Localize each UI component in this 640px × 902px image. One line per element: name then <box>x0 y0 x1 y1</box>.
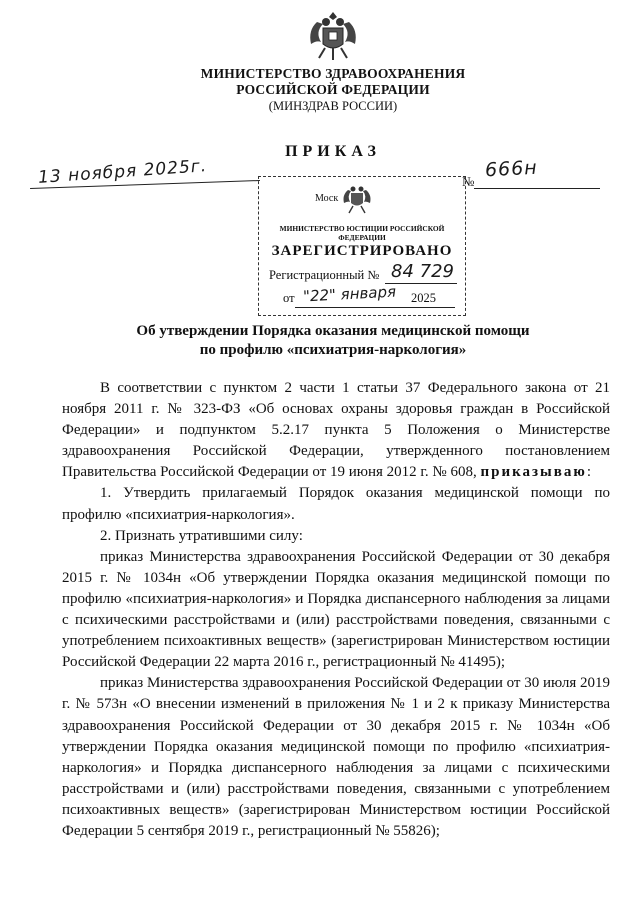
stamp-date-handwritten: "22" января <box>302 282 397 306</box>
paragraph-preamble: В соответствии с пунктом 2 части 1 статьи 37 Федерального закона от 21 ноября 2011 г. № 323-ФЗ «Об основах охраны здоровья граждан в Российской Федерации» и подпунктом 5.2.17 пункта 5 Положения о Министерстве здравоохранения Российской Федерации, утвержденного постановлением Правительства Российской Федерации от 19 июня 2012 г. № 608, приказываю: <box>62 380 610 481</box>
stamp-regno-underline <box>385 283 457 284</box>
stamp-ministry: МИНИСТЕРСТВО ЮСТИЦИИ РОССИЙСКОЙ ФЕДЕРАЦИИ <box>279 224 445 242</box>
document-title: Об утверждении Порядка оказания медицинской помощи по профилю «психиатрия-наркология» <box>136 323 530 358</box>
stamp-registered: ЗАРЕГИСТРИРОВАНО <box>271 243 453 259</box>
order-date-handwritten: 13 ноября 2025г. <box>37 156 208 188</box>
order-number-label: № <box>462 174 475 189</box>
paragraph-repeal-item-2: приказ Министерства здравоохранения Российской Федерации от 30 июля 2019 г. № 573н «О внесении изменений в приложения № 1 и 2 к приказу Министерства здравоохранения Российской Федерации от 30 декабря 2015 г. № 1034н «Об утверждении Порядка оказания медицинской помощи по профилю «психиатрия-наркология» и Порядка диспансерного наблюдения за лицами с психическими расстройствами и (или) расстройствами поведения, связанными с употреблением психоактивных веществ» (зарегистрирован Министерством юстиции Российской Федерации 5 сентября 2019 г., регистрационный № 55826); <box>62 675 610 839</box>
order-keyword: приказываю <box>480 464 587 481</box>
paragraph-approve: 1. Утвердить прилагаемый Порядок оказания медицинской помощи по профилю «психиатрия-наркология». <box>62 485 610 523</box>
number-underline <box>474 188 600 189</box>
stamp-regno-label: Регистрационный № <box>269 268 380 282</box>
order-number-handwritten: 666н <box>484 156 539 182</box>
stamp-regno-value: 84 729 <box>391 261 454 282</box>
document-body <box>62 378 610 842</box>
paragraph-repeal: 2. Признать утратившими силу: <box>100 527 303 544</box>
ministry-name: МИНИСТЕРСТВО ЗДРАВООХРАНЕНИЯ РОССИЙСКОЙ ФЕДЕРАЦИИ <box>200 66 466 97</box>
stamp-date-underline <box>295 307 455 308</box>
paragraph-repeal-item-1: приказ Министерства здравоохранения Российской Федерации от 30 декабря 2015 г. № 1034н «Об утверждении Порядка оказания медицинской помощи по профилю «психиатрия-наркология» и Порядка диспансерного наблюдения за лицами с психическими расстройствами и (или) расстройствами поведения, связанными с употреблением психоактивных веществ» (зарегистрирован Министерством юстиции Российской Федерации 22 марта 2016 г., регистрационный № 41495); <box>62 548 610 671</box>
registration-stamp <box>258 176 466 316</box>
ministry-short-name: (МИНЗДРАВ РОССИИ) <box>268 99 398 113</box>
stamp-city: Моск <box>315 193 339 204</box>
russian-coat-of-arms-icon <box>305 8 361 66</box>
stamp-year: 2025 <box>411 291 436 305</box>
stamp-from-label: от <box>283 291 295 305</box>
order-title: ПРИКАЗ <box>285 143 381 160</box>
stamp-emblem-icon <box>341 182 373 216</box>
